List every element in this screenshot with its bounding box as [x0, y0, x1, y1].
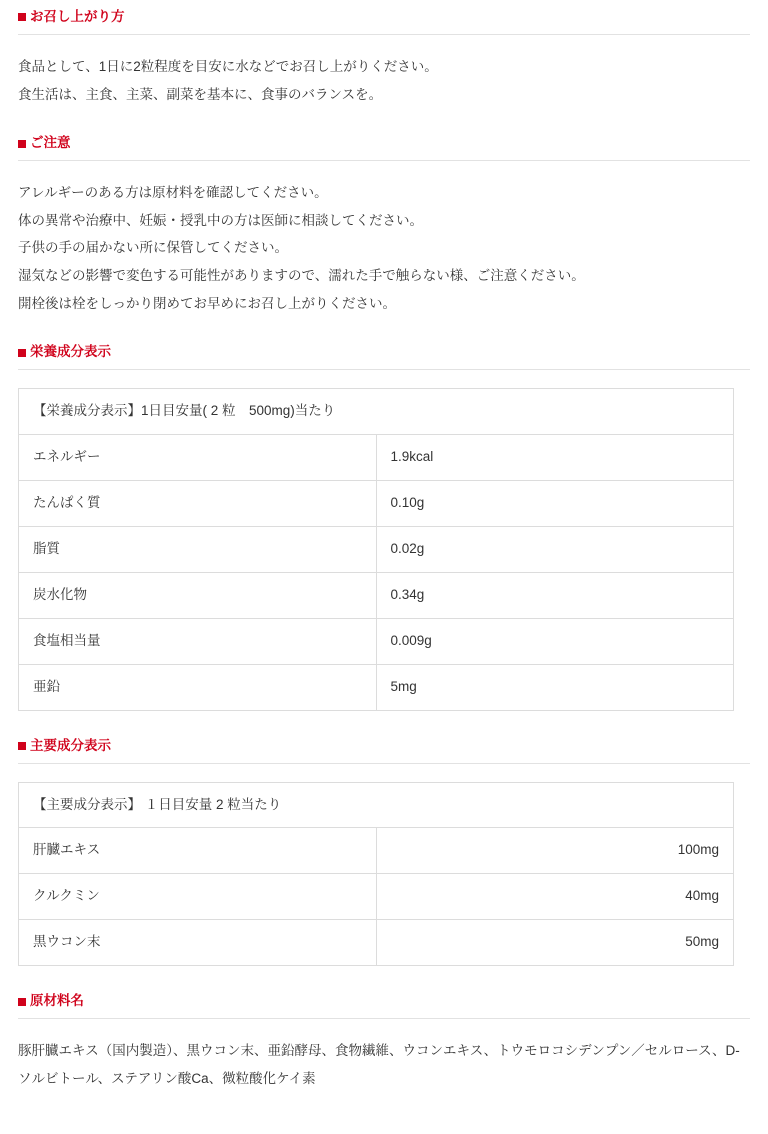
section-heading-caution-label: ご注意	[30, 135, 71, 151]
nutrition-value: 5mg	[376, 664, 734, 710]
square-bullet-icon	[18, 742, 26, 750]
nutrition-value: 1.9kcal	[376, 435, 734, 481]
spacer	[18, 966, 750, 992]
spacer	[18, 764, 750, 782]
nutrition-value: 0.009g	[376, 618, 734, 664]
square-bullet-icon	[18, 998, 26, 1006]
section-main-ingredients	[18, 737, 750, 966]
main-ingredient-value: 40mg	[376, 874, 734, 920]
spacer	[18, 317, 750, 343]
caution-line-2: 体の異常や治療中、妊娠・授乳中の方は医師に相談してください。	[18, 212, 423, 228]
raw-materials-text: 豚肝臓エキス（国内製造）、黒ウコン末、亜鉛酵母、食物繊維、ウコンエキス、トウモロコシデンプン／セルロース、D-ソルビトール、ステアリン酸Ca、微粒酸化ケイ素	[18, 1042, 740, 1086]
table-row	[19, 527, 734, 573]
usage-line-2: 食生活は、主食、主菜、副菜を基本に、食事のバランスを。	[18, 86, 383, 102]
section-caution	[18, 134, 750, 317]
section-heading-usage-label: お召し上がり方	[30, 9, 125, 24]
nutrition-label: 亜鉛	[19, 664, 377, 710]
caution-line-1: アレルギーのある方は原材料を確認してください。	[18, 185, 328, 201]
square-bullet-icon	[18, 349, 26, 357]
nutrition-value: 0.34g	[376, 572, 734, 618]
main-ingredient-value: 50mg	[376, 920, 734, 966]
table-row	[19, 481, 734, 527]
section-heading-nutrition-label: 栄養成分表示	[30, 344, 111, 360]
table-row	[19, 874, 734, 920]
usage-line-1: 食品として、1日に2粒程度を目安に水などでお召し上がりください。	[18, 58, 438, 74]
section-heading-caution	[18, 134, 750, 153]
caution-line-5: 開栓後は栓をしっかり閉めてお早めにお召し上がりください。	[18, 295, 396, 311]
table-row	[19, 920, 734, 966]
main-ingredient-label: クルクミン	[19, 874, 377, 920]
caution-line-3: 子供の手の届かない所に保管してください。	[18, 240, 288, 256]
spacer	[18, 161, 750, 179]
nutrition-table-caption: 【栄養成分表示】1日目安量( 2 粒 500mg)当たり	[19, 389, 734, 435]
spacer	[18, 1019, 750, 1037]
nutrition-label: 炭水化物	[19, 572, 377, 618]
nutrition-label: 脂質	[19, 527, 377, 573]
section-usage	[18, 8, 750, 108]
section-heading-raw-materials-label: 原材料名	[30, 993, 84, 1009]
spacer	[18, 35, 750, 53]
nutrition-value: 0.02g	[376, 527, 734, 573]
nutrition-value: 0.10g	[376, 481, 734, 527]
table-row	[19, 572, 734, 618]
section-heading-main-ingredients-label: 主要成分表示	[30, 737, 111, 753]
table-row	[19, 828, 734, 874]
section-nutrition	[18, 343, 750, 710]
table-row	[19, 782, 734, 828]
table-row	[19, 664, 734, 710]
caution-line-4: 湿気などの影響で変色する可能性がありますので、濡れた手で触らない様、ご注意ください。	[18, 268, 585, 284]
square-bullet-icon	[18, 13, 26, 21]
spacer	[18, 370, 750, 388]
main-ingredient-label: 黒ウコン末	[19, 920, 377, 966]
spacer	[18, 108, 750, 134]
main-ingredient-value: 100mg	[376, 828, 734, 874]
section-heading-usage	[18, 8, 750, 27]
section-heading-raw-materials	[18, 992, 750, 1011]
nutrition-label: エネルギー	[19, 435, 377, 481]
nutrition-label: たんぱく質	[19, 481, 377, 527]
table-row	[19, 435, 734, 481]
main-ingredient-label: 肝臓エキス	[19, 828, 377, 874]
main-ingredients-table-caption: 【主要成分表示】 １日目安量 2 粒当たり	[19, 782, 734, 828]
section-heading-nutrition	[18, 343, 750, 362]
square-bullet-icon	[18, 140, 26, 148]
spacer	[18, 711, 750, 737]
section-raw-materials	[18, 992, 750, 1092]
nutrition-table	[18, 388, 734, 710]
section-heading-main-ingredients	[18, 737, 750, 756]
table-row	[19, 618, 734, 664]
table-row	[19, 389, 734, 435]
nutrition-label: 食塩相当量	[19, 618, 377, 664]
main-ingredients-table	[18, 782, 734, 967]
